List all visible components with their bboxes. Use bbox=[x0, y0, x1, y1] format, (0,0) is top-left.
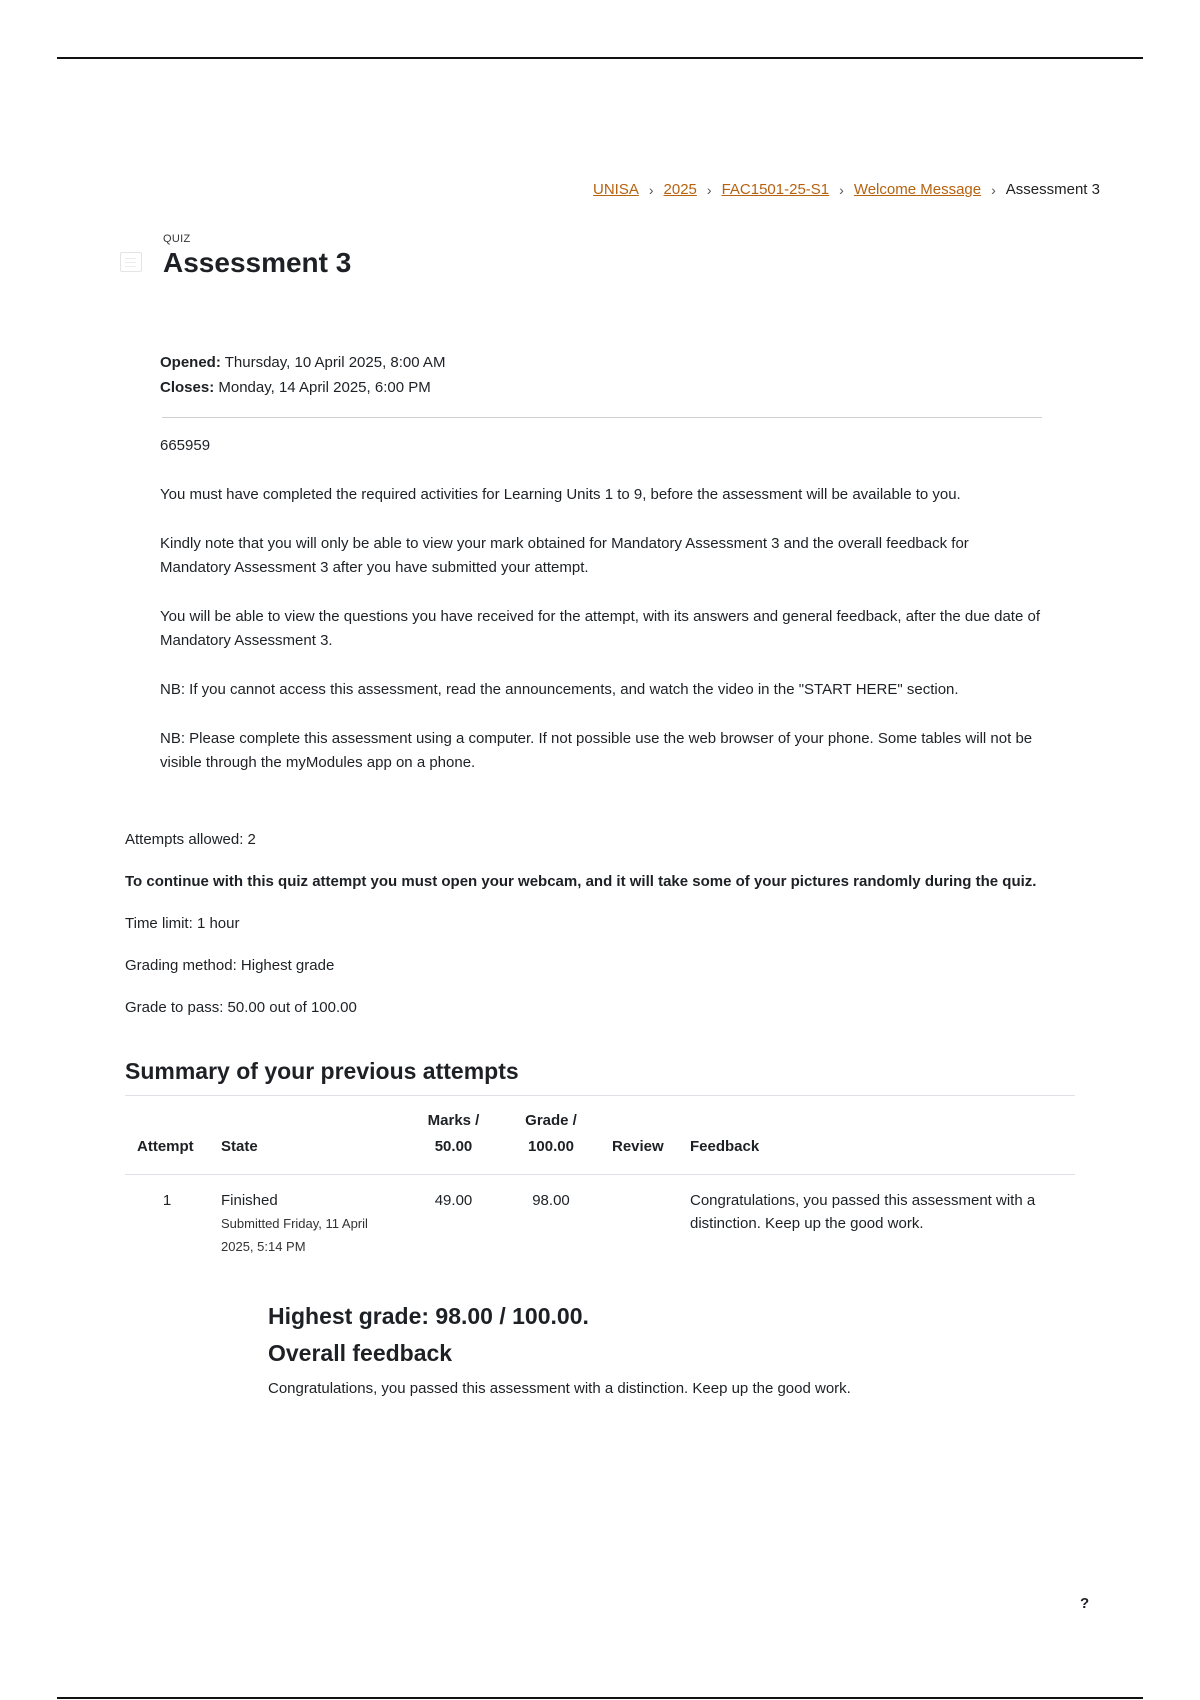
closes-label: Closes: bbox=[160, 379, 215, 396]
attempt-grade: 98.00 bbox=[532, 1192, 570, 1209]
breadcrumb-link-unisa[interactable]: UNISA bbox=[593, 181, 639, 198]
attempt-submitted-date: Submitted Friday, 11 April 2025, 5:14 PM bbox=[221, 1216, 368, 1254]
table-row bbox=[125, 1175, 1075, 1273]
attempt-state: Finished bbox=[221, 1192, 278, 1209]
page-top-rule bbox=[57, 57, 1143, 59]
overall-feedback-text: Congratulations, you passed this assessment with a distinction. Keep up the good work. bbox=[268, 1380, 851, 1397]
grade-to-pass: Grade to pass: 50.00 out of 100.00 bbox=[125, 999, 357, 1016]
intro-paragraph: You must have completed the required activities for Learning Units 1 to 9, before the assessment will be available to you. bbox=[160, 486, 961, 503]
overall-feedback-heading: Overall feedback bbox=[268, 1340, 453, 1366]
intro-paragraph: Kindly note that you will only be able to view your mark obtained for Mandatory Assessment 3 and the overall feedback for Mandatory Assessment 3 after you have submitted your attempt. bbox=[160, 535, 969, 576]
grade-header-line2: 100.00 bbox=[528, 1138, 574, 1155]
opened-value: Thursday, 10 April 2025, 8:00 AM bbox=[224, 354, 446, 371]
section-divider bbox=[162, 417, 1042, 418]
column-header-review: Review bbox=[600, 1096, 678, 1175]
column-header-grade bbox=[502, 1096, 600, 1175]
quiz-settings bbox=[125, 828, 1125, 1038]
attempts-allowed: Attempts allowed: 2 bbox=[125, 831, 256, 848]
closes-value: Monday, 14 April 2025, 6:00 PM bbox=[218, 379, 431, 396]
opened-label: Opened: bbox=[160, 354, 221, 371]
time-limit: Time limit: 1 hour bbox=[125, 915, 240, 932]
intro-code: 665959 bbox=[160, 437, 211, 454]
opened-date-row bbox=[160, 350, 445, 375]
marks-header-line2: 50.00 bbox=[434, 1138, 473, 1155]
closes-date-row bbox=[160, 375, 445, 400]
quiz-icon bbox=[120, 252, 142, 272]
quiz-intro bbox=[160, 434, 1040, 800]
activity-dates bbox=[160, 350, 445, 400]
attempt-marks: 49.00 bbox=[434, 1192, 473, 1209]
intro-paragraph: You will be able to view the questions you have received for the attempt, with its answers and general feedback, after the due date of Mandatory Assessment 3. bbox=[160, 608, 1040, 649]
chevron-right-icon: › bbox=[648, 181, 654, 198]
breadcrumb-link-year[interactable]: 2025 bbox=[663, 181, 697, 198]
page-bottom-rule bbox=[57, 1697, 1143, 1699]
chevron-right-icon: › bbox=[991, 181, 996, 198]
attempt-state-cell bbox=[209, 1175, 405, 1273]
column-header-state: State bbox=[209, 1096, 405, 1175]
column-header-attempt: Attempt bbox=[125, 1096, 209, 1175]
marks-header-line1: Marks / bbox=[427, 1112, 480, 1129]
chevron-right-icon: › bbox=[706, 181, 712, 198]
grading-method: Grading method: Highest grade bbox=[125, 957, 335, 974]
webcam-notice: To continue with this quiz attempt you must open your webcam, and it will take some of your pictures randomly during the quiz. bbox=[125, 873, 1037, 890]
breadcrumb-current: Assessment 3 bbox=[1005, 181, 1100, 198]
table-header-row bbox=[125, 1096, 1075, 1175]
column-header-feedback: Feedback bbox=[678, 1096, 1075, 1175]
breadcrumb-link-section[interactable]: Welcome Message bbox=[853, 181, 982, 198]
grade-header-line1: Grade / bbox=[525, 1112, 577, 1129]
intro-paragraph: NB: If you cannot access this assessment, read the announcements, and watch the video in the "START HERE" section. bbox=[160, 681, 959, 698]
column-header-marks bbox=[405, 1096, 502, 1175]
breadcrumb bbox=[593, 181, 1100, 198]
attempt-number: 1 bbox=[162, 1192, 172, 1209]
highest-grade: Highest grade: 98.00 / 100.00. bbox=[268, 1303, 589, 1329]
attempt-review bbox=[600, 1175, 678, 1273]
attempts-table bbox=[125, 1095, 1075, 1272]
breadcrumb-link-course[interactable]: FAC1501-25-S1 bbox=[721, 181, 830, 198]
help-button[interactable]: ? bbox=[1080, 1595, 1090, 1612]
page-title: Assessment 3 bbox=[163, 247, 352, 278]
attempt-feedback: Congratulations, you passed this assessment with a distinction. Keep up the good work. bbox=[690, 1192, 1036, 1232]
summary-heading: Summary of your previous attempts bbox=[125, 1058, 519, 1084]
chevron-right-icon: › bbox=[839, 181, 844, 198]
intro-paragraph: NB: Please complete this assessment using a computer. If not possible use the web browser of your phone. Some tables will not be visible through the myModules app on a phone. bbox=[160, 730, 1033, 771]
activity-type-label: QUIZ bbox=[163, 233, 191, 245]
